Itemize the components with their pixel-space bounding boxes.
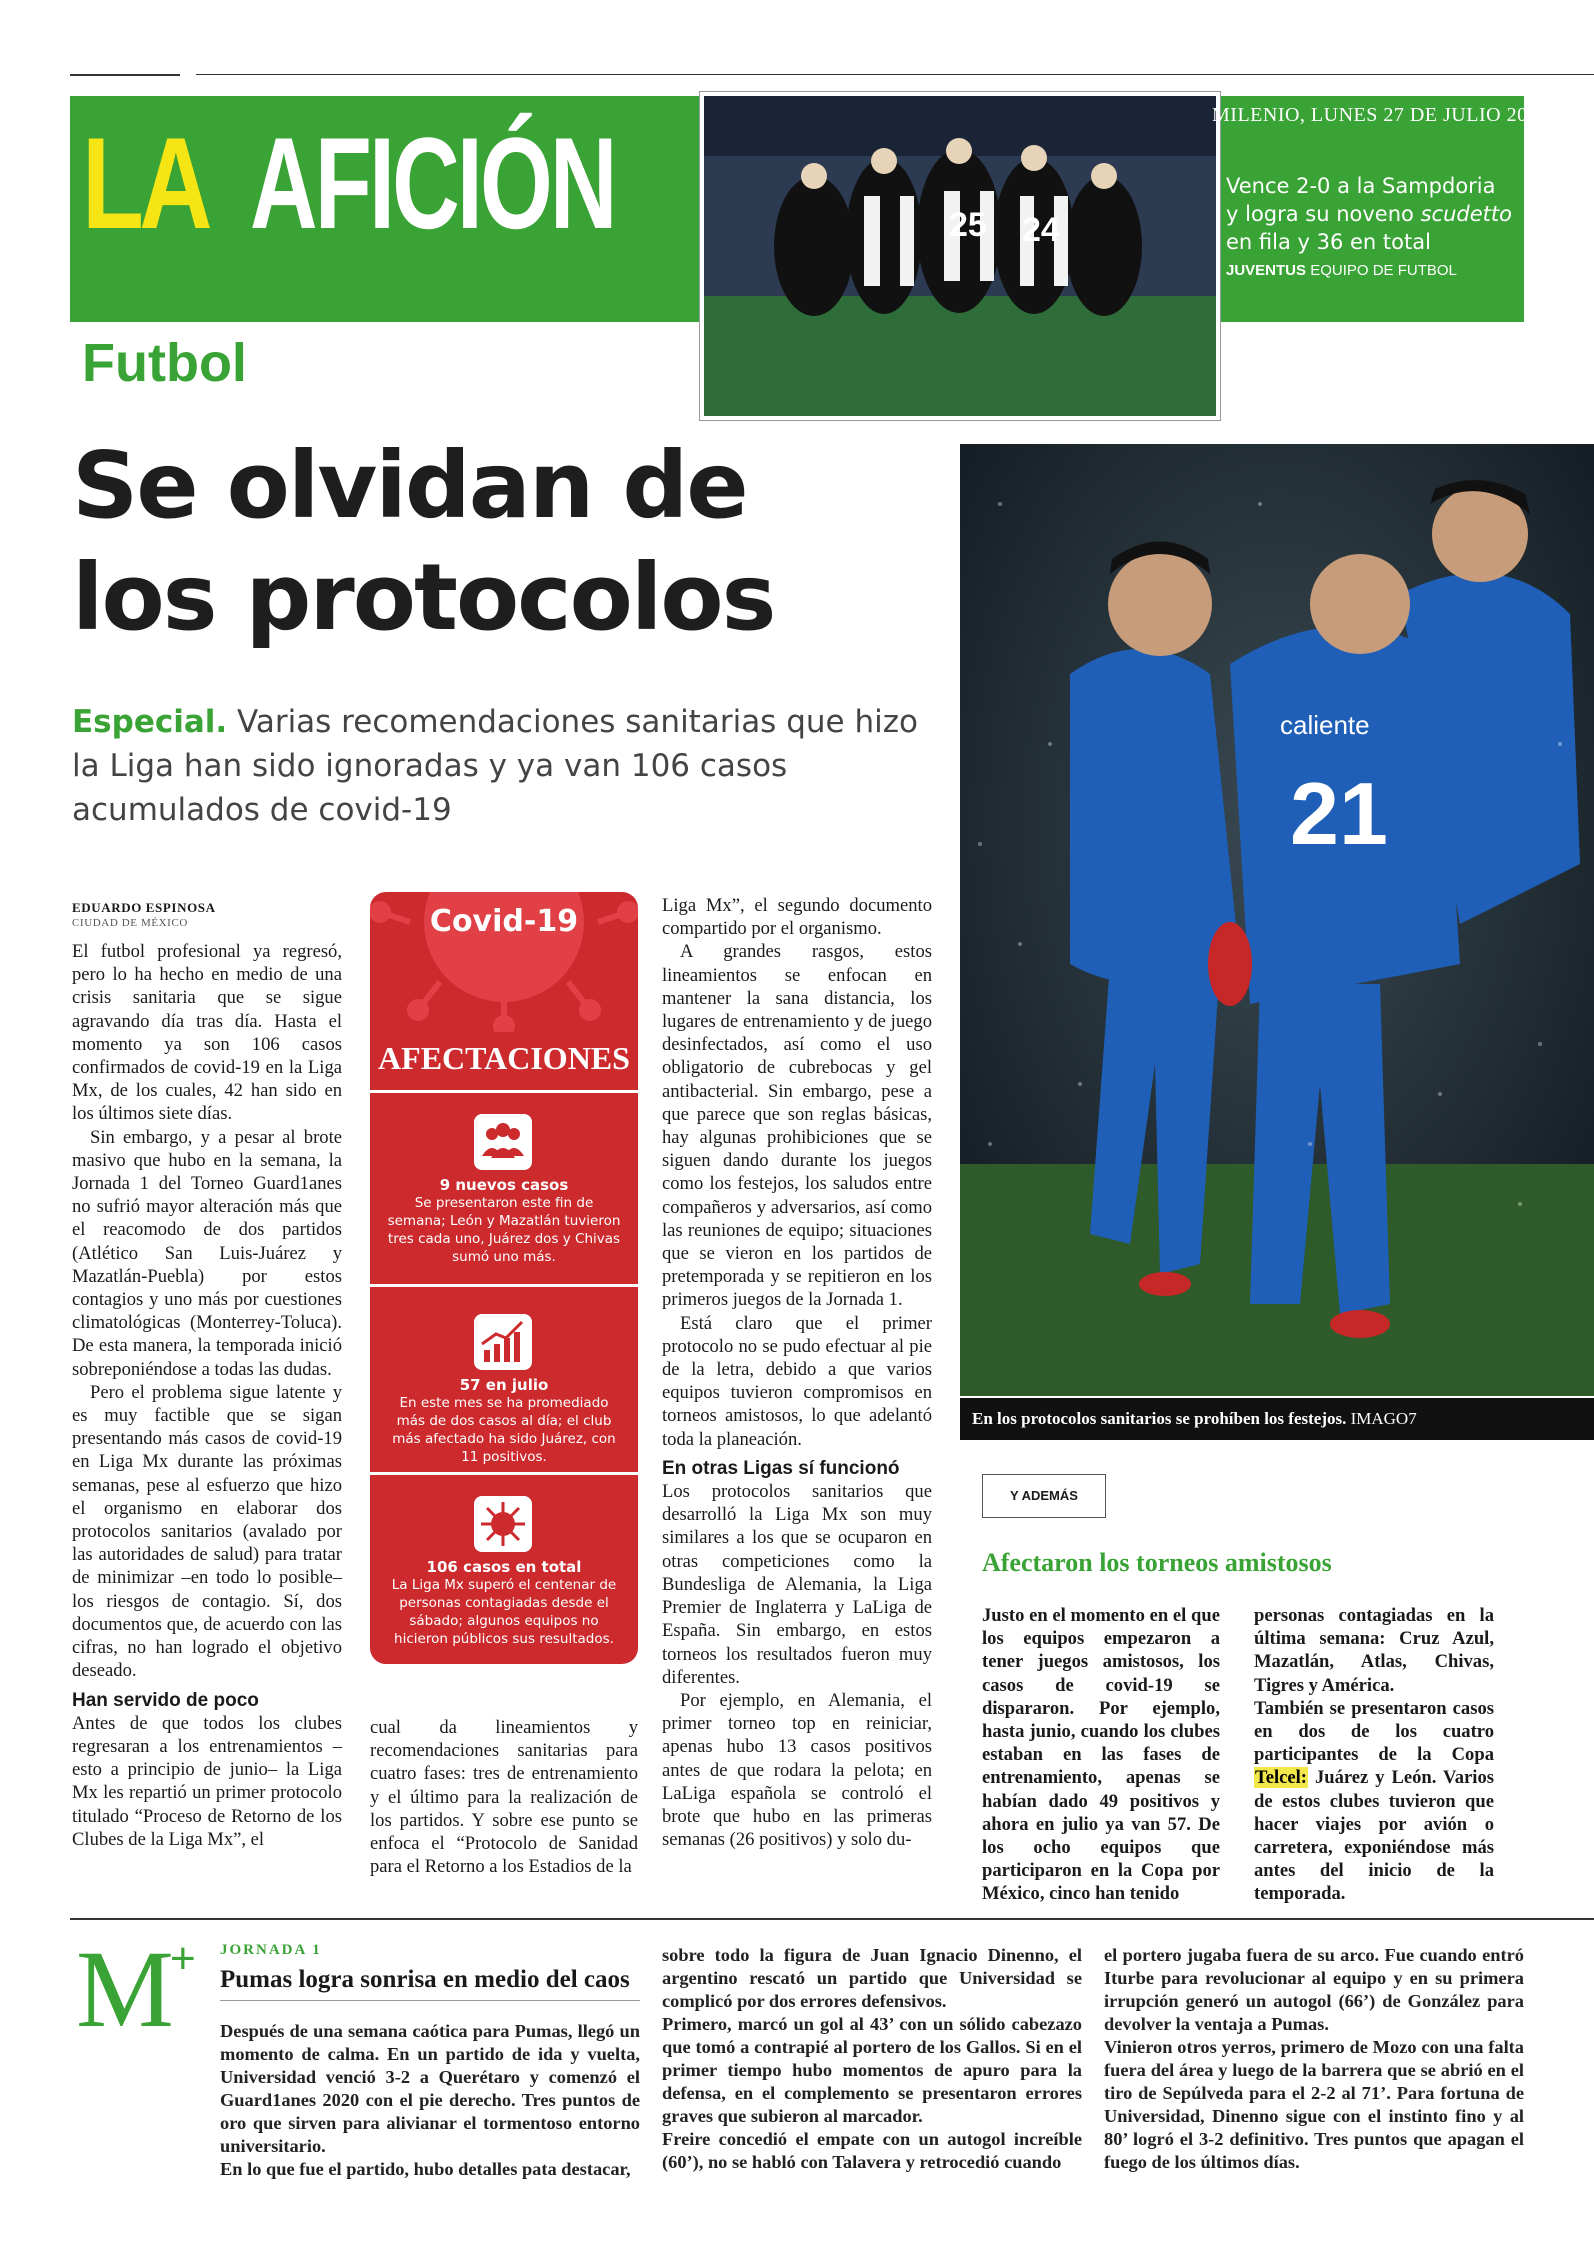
mplus-title-underline — [220, 2000, 640, 2001]
subhead-han-servido: Han servido de poco — [72, 1689, 259, 1711]
paragraph: Justo en el momento en el que los equipos empezaron a tener juegos amistosos, los casos de covid-19 se dispararon. Por ejemplo, hasta junio, cuando los clubes estaban en las fases de entrenamiento, apenas se habían dado 49 positivos y ahora en julio ya van 57. De los ocho equipos que participaron en la Copa por México, cinco han tenido — [982, 1605, 1220, 1905]
paragraph: el portero jugaba fuera de su arco. Fue cuando entró Iturbe para revolucionar al equipo y en su primera irrupción generó un autogol (66’) de González para devolver la ventaja a Pumas. — [1104, 1945, 1524, 2034]
dek-text: Varias recomendaciones sanitarias que hizo la Liga han sido ignoradas y ya van 106 casos acumulados de covid-19 — [72, 704, 918, 828]
paragraph: Los protocolos sanitarios que desarrolló la Liga Mx son muy similares a los que se ocuparon en otras competiciones como la Bundesliga de Alemania, la Liga Premier de Inglaterra y LaLiga de España. Sin embargo, en estos torneos los resultados fueron muy diferentes. — [662, 1481, 932, 1688]
top-rule-left — [70, 74, 180, 76]
stat-2-head: 57 en julio — [459, 1376, 549, 1394]
dateline: MILENIO, LUNES 27 DE JULIO 2020 — [1212, 104, 1549, 126]
stat-2 — [384, 1376, 624, 1466]
chart-up-icon — [474, 1314, 532, 1370]
divider — [370, 1090, 638, 1093]
article-column-1 — [72, 940, 342, 1851]
paragraph: cual da lineamientos y recomendaciones sanitarias para cuatro fases: tres de entrenamiento y el último para la realización de los partidos. Y sobre ese punto se enfoca el “Protocolo de Sanidad para el Retorno a los Estadios de la — [370, 1717, 638, 1878]
stat-1 — [384, 1176, 624, 1266]
teaser-credit-text: EQUIPO DE FUTBOL — [1310, 262, 1457, 279]
y-ademas-title: Afectaron los torneos amistosos — [982, 1548, 1332, 1577]
paragraph: Liga Mx”, el segundo documento compartido por el organismo. — [662, 895, 932, 940]
paragraph: Vinieron otros yerros, primero de Mozo con una falta fuera del área y luego de la barrera que se abrió en el tiro de Sepúlveda para el 2-2 al 71’. Para fortuna de Universidad, Dinenno sigue con el instinto fino y al 80’ logró el 3-2 definitivo. Tres puntos que apagan el fuego de los últimos días. — [1104, 2037, 1524, 2172]
paragraph: Sin embargo, y a pesar al brote masivo que hubo en la semana, la Jornada 1 del Torneo Guard1anes no sufrió mayor alteración más que el reacomodo de dos partidos (Atlético San Luis-Juárez y Mazatlán-Puebla) por estos contagios y uno más por cuestiones climatológicas (Monterrey-Toluca). De esta manera, la temporada inició sobreponiéndose a todas las dudas. — [72, 1126, 342, 1380]
subhead-otras-ligas: En otras Ligas sí funcionó — [662, 1457, 900, 1479]
y-ademas-column-2 — [1254, 1604, 1494, 1906]
stat-2-body: En este mes se ha promediado más de dos casos al día; el club más afectado ha sido Juárez, con 11 positivos. — [392, 1395, 616, 1465]
logo-la: LA — [82, 110, 208, 256]
paragraph: Antes de que todos los clubes regresaran a los entrenamientos –esto a principio de junio– la Liga Mx les repartió un primer protocolo titulado “Proceso de Retorno de los Clubes de la Liga Mx”, el — [72, 1712, 342, 1850]
stat-1-body: Se presentaron este fin de semana; León y Mazatlán tuvieron tres cada uno, Juárez dos y Chivas sumó uno más. — [387, 1195, 621, 1265]
byline-author: EDUARDO ESPINOSA — [72, 900, 216, 915]
headline-line1: Se olvidan de — [72, 432, 747, 539]
paragraph: Está claro que el primer protocolo no se pudo efectuar al pie de la letra, debido a que varios equipos tuvieron compromisos en torneos amistosos, lo que adelantó toda la planeación. — [662, 1312, 932, 1450]
article-column-2 — [370, 1716, 638, 1878]
paragraph: A grandes rasgos, estos lineamientos se enfocan en mantener la sana distancia, los lugares de entrenamiento y de juego desinfectados, así como el uso obligatorio de cubrebocas y gel antibacterial. Sin embargo, pese a que parece que son reglas básicas, hay algunas prohibiciones que se siguen dando durante los juegos como los festejos, los saludos entre compañeros y adversarios, así como las reuniones de equipo; situaciones que se vieron en los partidos de pretemporada y se repitieron en los primeros juegos de la Jornada 1. — [662, 941, 932, 1311]
text-run: Juárez y León. Varios de estos clubes tuvieron que hacer viajes por avión o carretera, exponiéndose más antes del inicio de la temporada. — [1254, 1767, 1494, 1905]
teaser-credit-bold: JUVENTUS — [1226, 262, 1307, 279]
paragraph: Después de una semana caótica para Pumas, llegó un momento de calma. En un partido de ida y vuelta, Universidad venció 3-2 a Querétaro y comenzó el Guard1anes 2020 con el pie derecho. Tres puntos de oro que sirven para alivianar el tormentoso entorno universitario. — [220, 2021, 640, 2156]
mplus-logo-m: M — [76, 1928, 174, 2050]
paragraph: Primero, marcó un gol al 43’ con un sólido cabezazo que tomó a contrapié al portero de los Gallos. Si en el primer tiempo hubo momentos de apuro para la defensa, en el complemento se presentaron errores graves que subieron al marcador. — [662, 2014, 1082, 2126]
chart-up-icon-glyph — [474, 1314, 532, 1370]
bottom-rule — [70, 1918, 1594, 1920]
photo-caption — [960, 1398, 1594, 1440]
mplus-column-3 — [1104, 1944, 1524, 2174]
svg-text:caliente: caliente — [1280, 710, 1370, 740]
divider — [370, 1472, 638, 1475]
paragraph: Por ejemplo, en Alemania, el primer torneo top en reiniciar, apenas hubo 13 casos positivos antes de que rodara la pelota; en LaLiga española se controló el brote que hubo en las primeras semanas (26 positivos) y solo du- — [662, 1689, 932, 1851]
byline-location: CIUDAD DE MÉXICO — [72, 917, 188, 929]
divider — [370, 1284, 638, 1287]
teaser-line2: y logra su noveno — [1226, 202, 1414, 226]
virus-icon — [474, 1496, 532, 1552]
stat-1-head: 9 nuevos casos — [439, 1176, 569, 1194]
teaser-credit — [1226, 262, 1457, 279]
paragraph — [1254, 1697, 1494, 1906]
teaser-line3: en fila y 36 en total — [1226, 230, 1431, 254]
virus-icon-glyph — [474, 1496, 532, 1552]
paragraph: sobre todo la figura de Juan Ignacio Dinenno, el argentino rescató un partido que Universidad se complicó por dos errores defensivos. — [662, 1945, 1082, 2011]
mplus-column-2 — [662, 1944, 1082, 2174]
covid-infobox — [370, 892, 638, 1664]
svg-text:21: 21 — [1290, 764, 1388, 863]
juventus-photo — [700, 92, 1220, 420]
teaser-italic: scudetto — [1420, 202, 1512, 226]
paragraph: En lo que fue el partido, hubo detalles pata destacar, — [220, 2159, 631, 2179]
mplus-title: Pumas logra sonrisa en medio del caos — [220, 1966, 630, 1993]
stat-3 — [384, 1558, 624, 1648]
paragraph: El futbol profesional ya regresó, pero lo ha hecho en medio de una crisis sanitaria que se sigue agravando día tras día. Hasta el momento ya son 106 casos confirmados de covid-19 en la Liga Mx, de los cuales, 42 han sido en los últimos siete días. — [72, 941, 342, 1125]
paragraph: personas contagiadas en la última semana: Cruz Azul, Mazatlán, Atlas, Chivas, Tigres y América. — [1254, 1605, 1494, 1696]
dek — [72, 700, 952, 832]
y-ademas-column-1 — [982, 1604, 1220, 1906]
caption-credit: IMAGO7 — [1350, 1409, 1417, 1428]
svg-text:24: 24 — [1022, 211, 1060, 249]
mplus-kicker: JORNADA 1 — [220, 1942, 322, 1958]
headline-line2: los protocolos — [72, 544, 775, 651]
dek-lead: Especial. — [72, 704, 228, 740]
highlight-telcel: Telcel: — [1255, 1767, 1307, 1789]
juventus-teaser — [1226, 172, 1516, 256]
text-run: También se presentaron casos en dos de los cuatro participantes de la Copa — [1254, 1697, 1494, 1766]
paragraph: Pero el problema sigue latente y es muy factible que se sigan presentando más casos de covid-19 en Liga Mx durante las próximas semanas, pese al esfuerzo que hizo el organismo en elaborar dos protocolos sanitarios (avalado por las autoridades de salud) para tratar de minimizar –en todo lo posible– los riesgos de contagio. Sí, dos documentos que, de acuerdo con las cifras, no han logrado el objetivo deseado. — [72, 1381, 342, 1682]
svg-text:25: 25 — [949, 206, 987, 244]
people-icon-glyph — [474, 1114, 532, 1170]
section-title: Futbol — [82, 333, 247, 393]
top-rule-right — [196, 74, 1594, 75]
mplus-logo-plus: + — [170, 1934, 196, 1983]
covid-box-title: Covid-19 — [429, 904, 579, 939]
y-ademas-tag: Y ADEMÁS — [982, 1474, 1106, 1518]
article-column-3 — [662, 894, 932, 1851]
cruz-azul-photo — [960, 444, 1594, 1396]
people-icon — [474, 1114, 532, 1170]
stat-3-head: 106 casos en total — [426, 1558, 582, 1576]
paragraph: Freire concedió el empate con un autogol increíble (60’), no se habló con Talavera y retrocedió cuando — [662, 2129, 1082, 2172]
logo-aficion: AFICIÓN — [250, 110, 615, 256]
headline — [72, 430, 952, 654]
caption-text: En los protocolos sanitarios se prohíben los festejos. — [972, 1409, 1347, 1428]
teaser-line1: Vence 2-0 a la Sampdoria — [1226, 174, 1496, 198]
juventus-photo-illustration — [704, 96, 1216, 416]
mplus-column-1 — [220, 2020, 640, 2181]
covid-box-heading: AFECTACIONES — [378, 1040, 630, 1076]
cruz-azul-illustration — [960, 444, 1594, 1396]
stat-3-body: La Liga Mx superó el centenar de personas contagiadas desde el sábado; algunos equipos no hicieron públicos sus resultados. — [391, 1577, 617, 1647]
